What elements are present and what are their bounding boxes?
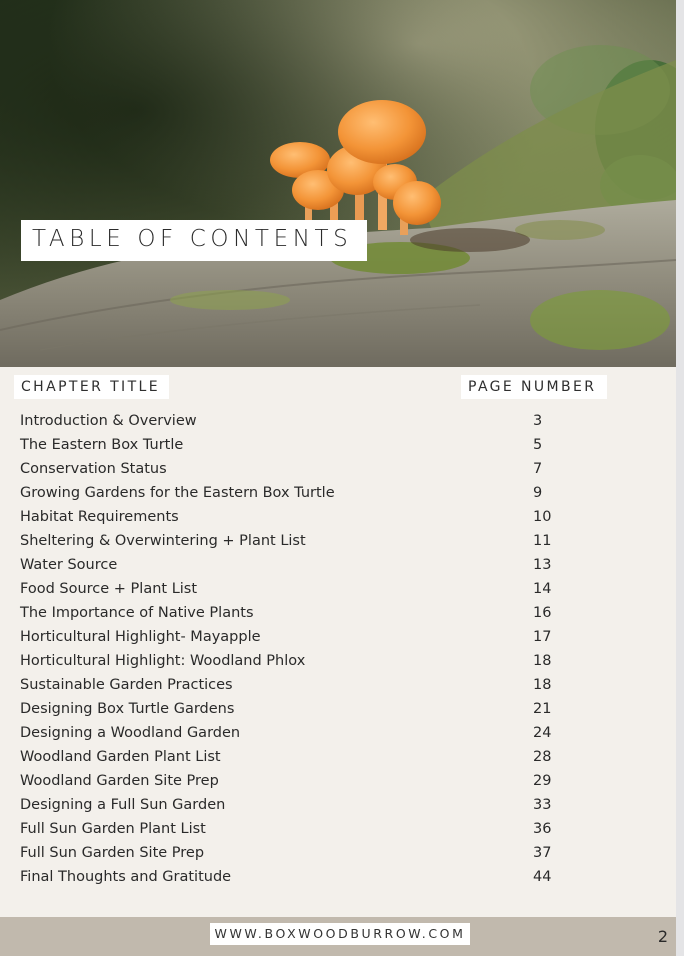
toc-entry-title: Sustainable Garden Practices <box>20 677 233 693</box>
toc-entry[interactable] <box>0 579 676 603</box>
toc-entry-page: 33 <box>533 797 552 813</box>
toc-entry-title: Woodland Garden Plant List <box>20 749 221 765</box>
chapter-title-header-label: CHAPTER TITLE <box>21 379 160 395</box>
mushroom-log-photo <box>0 0 676 367</box>
page-number-header <box>461 375 607 399</box>
toc-entry-page: 16 <box>533 605 552 621</box>
toc-entry[interactable] <box>0 699 676 723</box>
toc-entry[interactable] <box>0 627 676 651</box>
toc-entry-title: Habitat Requirements <box>20 509 179 525</box>
toc-entry-title: Horticultural Highlight: Woodland Phlox <box>20 653 306 669</box>
page-number: 2 <box>657 927 668 946</box>
toc-entry-title: Designing a Full Sun Garden <box>20 797 226 813</box>
toc-entry[interactable] <box>0 771 676 795</box>
toc-entry-page: 17 <box>533 629 552 645</box>
toc-entry[interactable] <box>0 843 676 867</box>
toc-entry-page: 21 <box>533 701 552 717</box>
chapter-title-header <box>14 375 169 399</box>
page-title: TABLE OF CONTENTS <box>32 226 353 252</box>
toc-entry-title: Sheltering & Overwintering + Plant List <box>20 533 306 549</box>
toc-entry-title: Final Thoughts and Gratitude <box>20 869 232 885</box>
toc-entry-title: The Eastern Box Turtle <box>20 437 184 453</box>
toc-entry-title: Full Sun Garden Plant List <box>20 821 206 837</box>
toc-entry-page: 24 <box>533 725 552 741</box>
toc-entry-page: 37 <box>533 845 552 861</box>
toc-entry-page: 9 <box>533 485 543 501</box>
toc-entry[interactable] <box>0 411 676 435</box>
page-number-header-label: PAGE NUMBER <box>468 379 597 395</box>
toc-entry[interactable] <box>0 555 676 579</box>
toc-entry-page: 18 <box>533 653 552 669</box>
toc-entry-page: 28 <box>533 749 552 765</box>
toc-entry-page: 13 <box>533 557 552 573</box>
toc-entry-page: 29 <box>533 773 552 789</box>
toc-entry-page: 14 <box>533 581 552 597</box>
toc-entry[interactable] <box>0 483 676 507</box>
toc-entry-title: Food Source + Plant List <box>20 581 198 597</box>
toc-entry[interactable] <box>0 747 676 771</box>
website-link[interactable] <box>210 923 470 945</box>
website-url: WWW.BOXWOODBURROW.COM <box>214 926 466 941</box>
toc-entry[interactable] <box>0 675 676 699</box>
footer-band <box>0 917 676 956</box>
toc-entry[interactable] <box>0 435 676 459</box>
toc-entry-page: 10 <box>533 509 552 525</box>
toc-entry-page: 7 <box>533 461 543 477</box>
toc-entry-page: 36 <box>533 821 552 837</box>
toc-entry-title: Conservation Status <box>20 461 167 477</box>
toc-entry-title: Water Source <box>20 557 118 573</box>
toc-entry[interactable] <box>0 603 676 627</box>
toc-entry[interactable] <box>0 723 676 747</box>
toc-entry-page: 11 <box>533 533 552 549</box>
toc-entry-title: The Importance of Native Plants <box>20 605 254 621</box>
toc-entry-page: 3 <box>533 413 543 429</box>
toc-entry-title: Introduction & Overview <box>20 413 197 429</box>
toc-entry[interactable] <box>0 507 676 531</box>
viewer-margin <box>676 0 684 956</box>
toc-entry[interactable] <box>0 819 676 843</box>
toc-entry[interactable] <box>0 651 676 675</box>
toc-entry[interactable] <box>0 795 676 819</box>
toc-entry-title: Woodland Garden Site Prep <box>20 773 219 789</box>
toc-entry-title: Designing a Woodland Garden <box>20 725 241 741</box>
toc-entry-title: Growing Gardens for the Eastern Box Turtle <box>20 485 335 501</box>
toc-entry[interactable] <box>0 459 676 483</box>
toc-entry-title: Full Sun Garden Site Prep <box>20 845 205 861</box>
toc-entry[interactable] <box>0 867 676 891</box>
title-banner <box>21 220 367 261</box>
toc-entry-page: 44 <box>533 869 552 885</box>
toc-entry-title: Designing Box Turtle Gardens <box>20 701 235 717</box>
toc-entry-page: 5 <box>533 437 543 453</box>
table-of-contents-list <box>0 411 676 891</box>
toc-entry[interactable] <box>0 531 676 555</box>
toc-entry-title: Horticultural Highlight- Mayapple <box>20 629 261 645</box>
toc-entry-page: 18 <box>533 677 552 693</box>
hero-photo <box>0 0 676 367</box>
